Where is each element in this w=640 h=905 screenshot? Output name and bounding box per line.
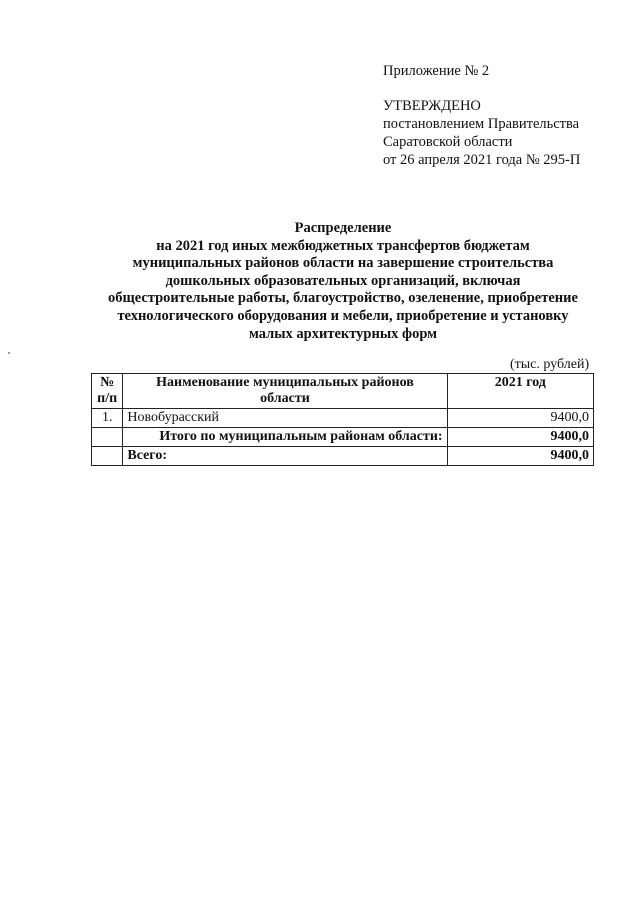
header-name-line-2: области xyxy=(260,391,310,406)
approved-label: УТВЕРЖДЕНО xyxy=(383,98,481,114)
table-header-row xyxy=(92,374,594,409)
header-number-line-2: п/п xyxy=(97,391,118,406)
title-line-3: муниципальных районов области на завершение строительства xyxy=(132,255,554,272)
header-number xyxy=(92,374,123,409)
grand-total-label: Всего: xyxy=(123,447,447,466)
row-district-name: Новобурасский xyxy=(123,409,447,428)
approval-block xyxy=(383,62,580,169)
total-value: 9400,0 xyxy=(447,428,593,447)
title-line-6: технологического оборудования и мебели, приобретение и установку xyxy=(117,307,569,324)
approval-line-2: Саратовской области xyxy=(383,134,513,150)
document-title xyxy=(88,220,598,343)
row-number: 1. xyxy=(92,409,123,428)
header-name-line-1: Наименование муниципальных районов xyxy=(156,375,414,390)
grand-total-row xyxy=(92,447,594,466)
title-line-7: малых архитектурных форм xyxy=(248,325,438,342)
title-line-5: общестроительные работы, благоустройство, озеленение, приобретение xyxy=(108,290,578,307)
scan-speck xyxy=(8,352,10,354)
total-blank-cell xyxy=(92,428,123,447)
approval-line-3: от 26 апреля 2021 года № 295-П xyxy=(383,152,581,168)
header-number-line-1: № xyxy=(100,375,115,390)
grand-total-value: 9400,0 xyxy=(447,447,593,466)
header-district-name xyxy=(123,374,447,409)
title-line-1: Распределение xyxy=(294,220,392,236)
grand-blank-cell xyxy=(92,447,123,466)
total-row xyxy=(92,428,594,447)
title-line-4: дошкольных образовательных организаций, включая xyxy=(165,272,521,289)
units-label: (тыс. рублей) xyxy=(510,357,590,372)
approval-line-1: постановлением Правительства xyxy=(383,116,580,132)
total-label: Итого по муниципальным районам области: xyxy=(123,428,447,447)
annex-label: Приложение № 2 xyxy=(383,63,490,79)
distribution-table xyxy=(91,373,594,466)
row-value: 9400,0 xyxy=(447,409,593,428)
table-row xyxy=(92,409,594,428)
header-year: 2021 год xyxy=(447,374,593,409)
title-line-2: на 2021 год иных межбюджетных трансфертов бюджетам xyxy=(156,237,530,254)
